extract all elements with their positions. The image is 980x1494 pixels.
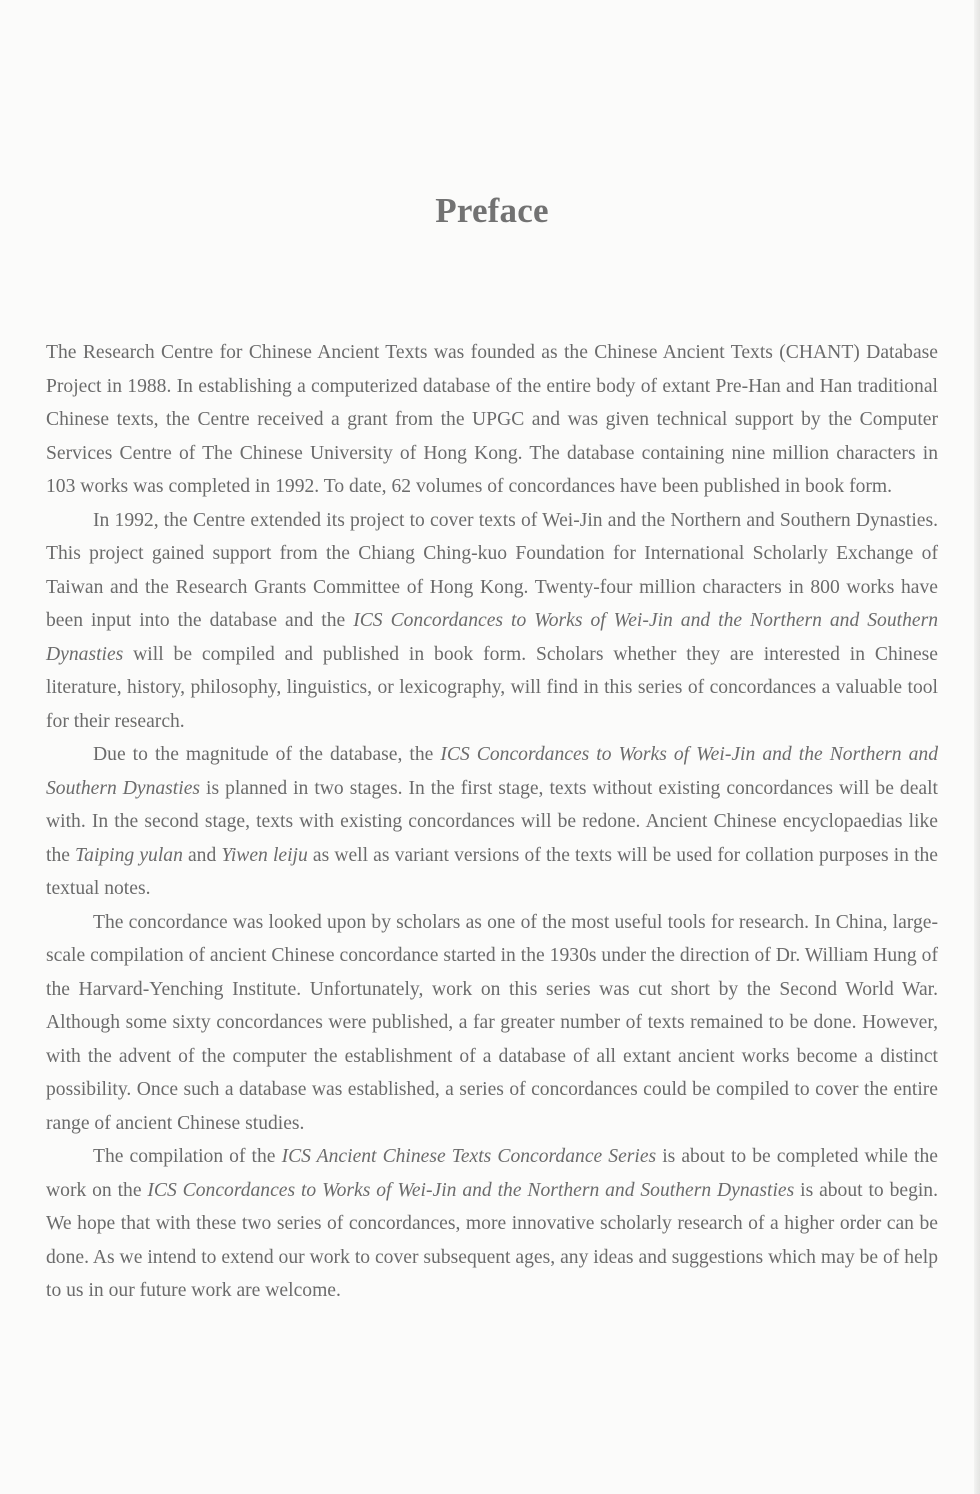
text-segment: The compilation of the (93, 1146, 282, 1167)
preface-body (46, 336, 938, 1308)
italic-title: ICS Ancient Chinese Texts Concordance Series (281, 1146, 657, 1167)
paragraph-2 (46, 504, 938, 739)
italic-title: Taiping yulan (75, 844, 183, 866)
text-segment: In 1992, the Centre extended its project to cover texts of Wei-Jin and the Northern and Southern Dynasties. This project gained support from the Chiang Ching-kuo Foundation for International Scholarly Exchange of Taiwan and the Research Grants Committee of Hong Kong. Twenty-four million characters in 800 works have been input into the database and the (46, 509, 938, 631)
text-segment: will be compiled and published in book form. Scholars whether they are interested in Chinese literature, history, philosophy, linguistics, or lexicography, will find in this series of concordances a valuable tool for their research. (46, 643, 938, 732)
italic-title: ICS Concordances to Works of Wei-Jin and the Northern and Southern Dynasties (46, 744, 938, 799)
paragraph-1 (46, 336, 938, 504)
paragraph-4 (46, 906, 938, 1141)
text-segment: as well as variant versions of the texts will be used for collation purposes in the textual notes. (46, 844, 939, 899)
italic-title: Yiwen leiju (221, 844, 308, 866)
page-title: Preface (435, 191, 549, 231)
italic-title: ICS Concordances to Works of Wei-Jin and the Northern and Southern Dynasties (147, 1179, 795, 1201)
text-segment: is about to be completed while the work on the (46, 1146, 938, 1201)
text-segment: and (182, 844, 222, 866)
text-segment: is about to begin. We hope that with these two series of concordances, more innovative scholarly research of a higher order can be done. As we intend to extend our work to cover subsequent ages, any ideas and suggestions which may be of help to us in our future work are welcome. (46, 1179, 939, 1301)
text-segment: Due to the magnitude of the database, the (93, 744, 441, 765)
italic-title: ICS Concordances to Works of Wei-Jin and the Northern and Southern Dynasties (46, 610, 939, 665)
paragraph-5 (46, 1140, 938, 1308)
text-segment: is planned in two stages. In the first stage, texts without existing concordances will be dealt with. In the second stage, texts with existing concordances will be redone. Ancient Chinese encyclopaedias like the (46, 777, 938, 866)
text-segment: The Research Centre for Chinese Ancient Texts was founded as the Chinese Ancient Texts (CHANT) Database Project in 1988. In establishing a computerized database of the entire body of extant Pre-Han and Han traditional Chinese texts, the Centre received a grant from the UPGC and was given technical support by the Computer Services Centre of The Chinese University of Hong Kong. The database containing nine million characters in 103 works was completed in 1992. To date, 62 volumes of concordances have been published in book form. (46, 342, 938, 497)
paragraph-3 (46, 738, 938, 906)
text-segment: The concordance was looked upon by scholars as one of the most useful tools for research. In China, large-scale compilation of ancient Chinese concordance started in the 1930s under the direction of Dr. William Hung of the Harvard-Yenching Institute. Unfortunately, work on this series was cut short by the Second World War. Although some sixty concordances were published, a far greater number of texts remained to be done. However, with the advent of the computer the establishment of a database of all extant ancient works become a distinct possibility. Once such a database was established, a series of concordances could be compiled to cover the entire range of ancient Chinese studies. (46, 911, 938, 1134)
